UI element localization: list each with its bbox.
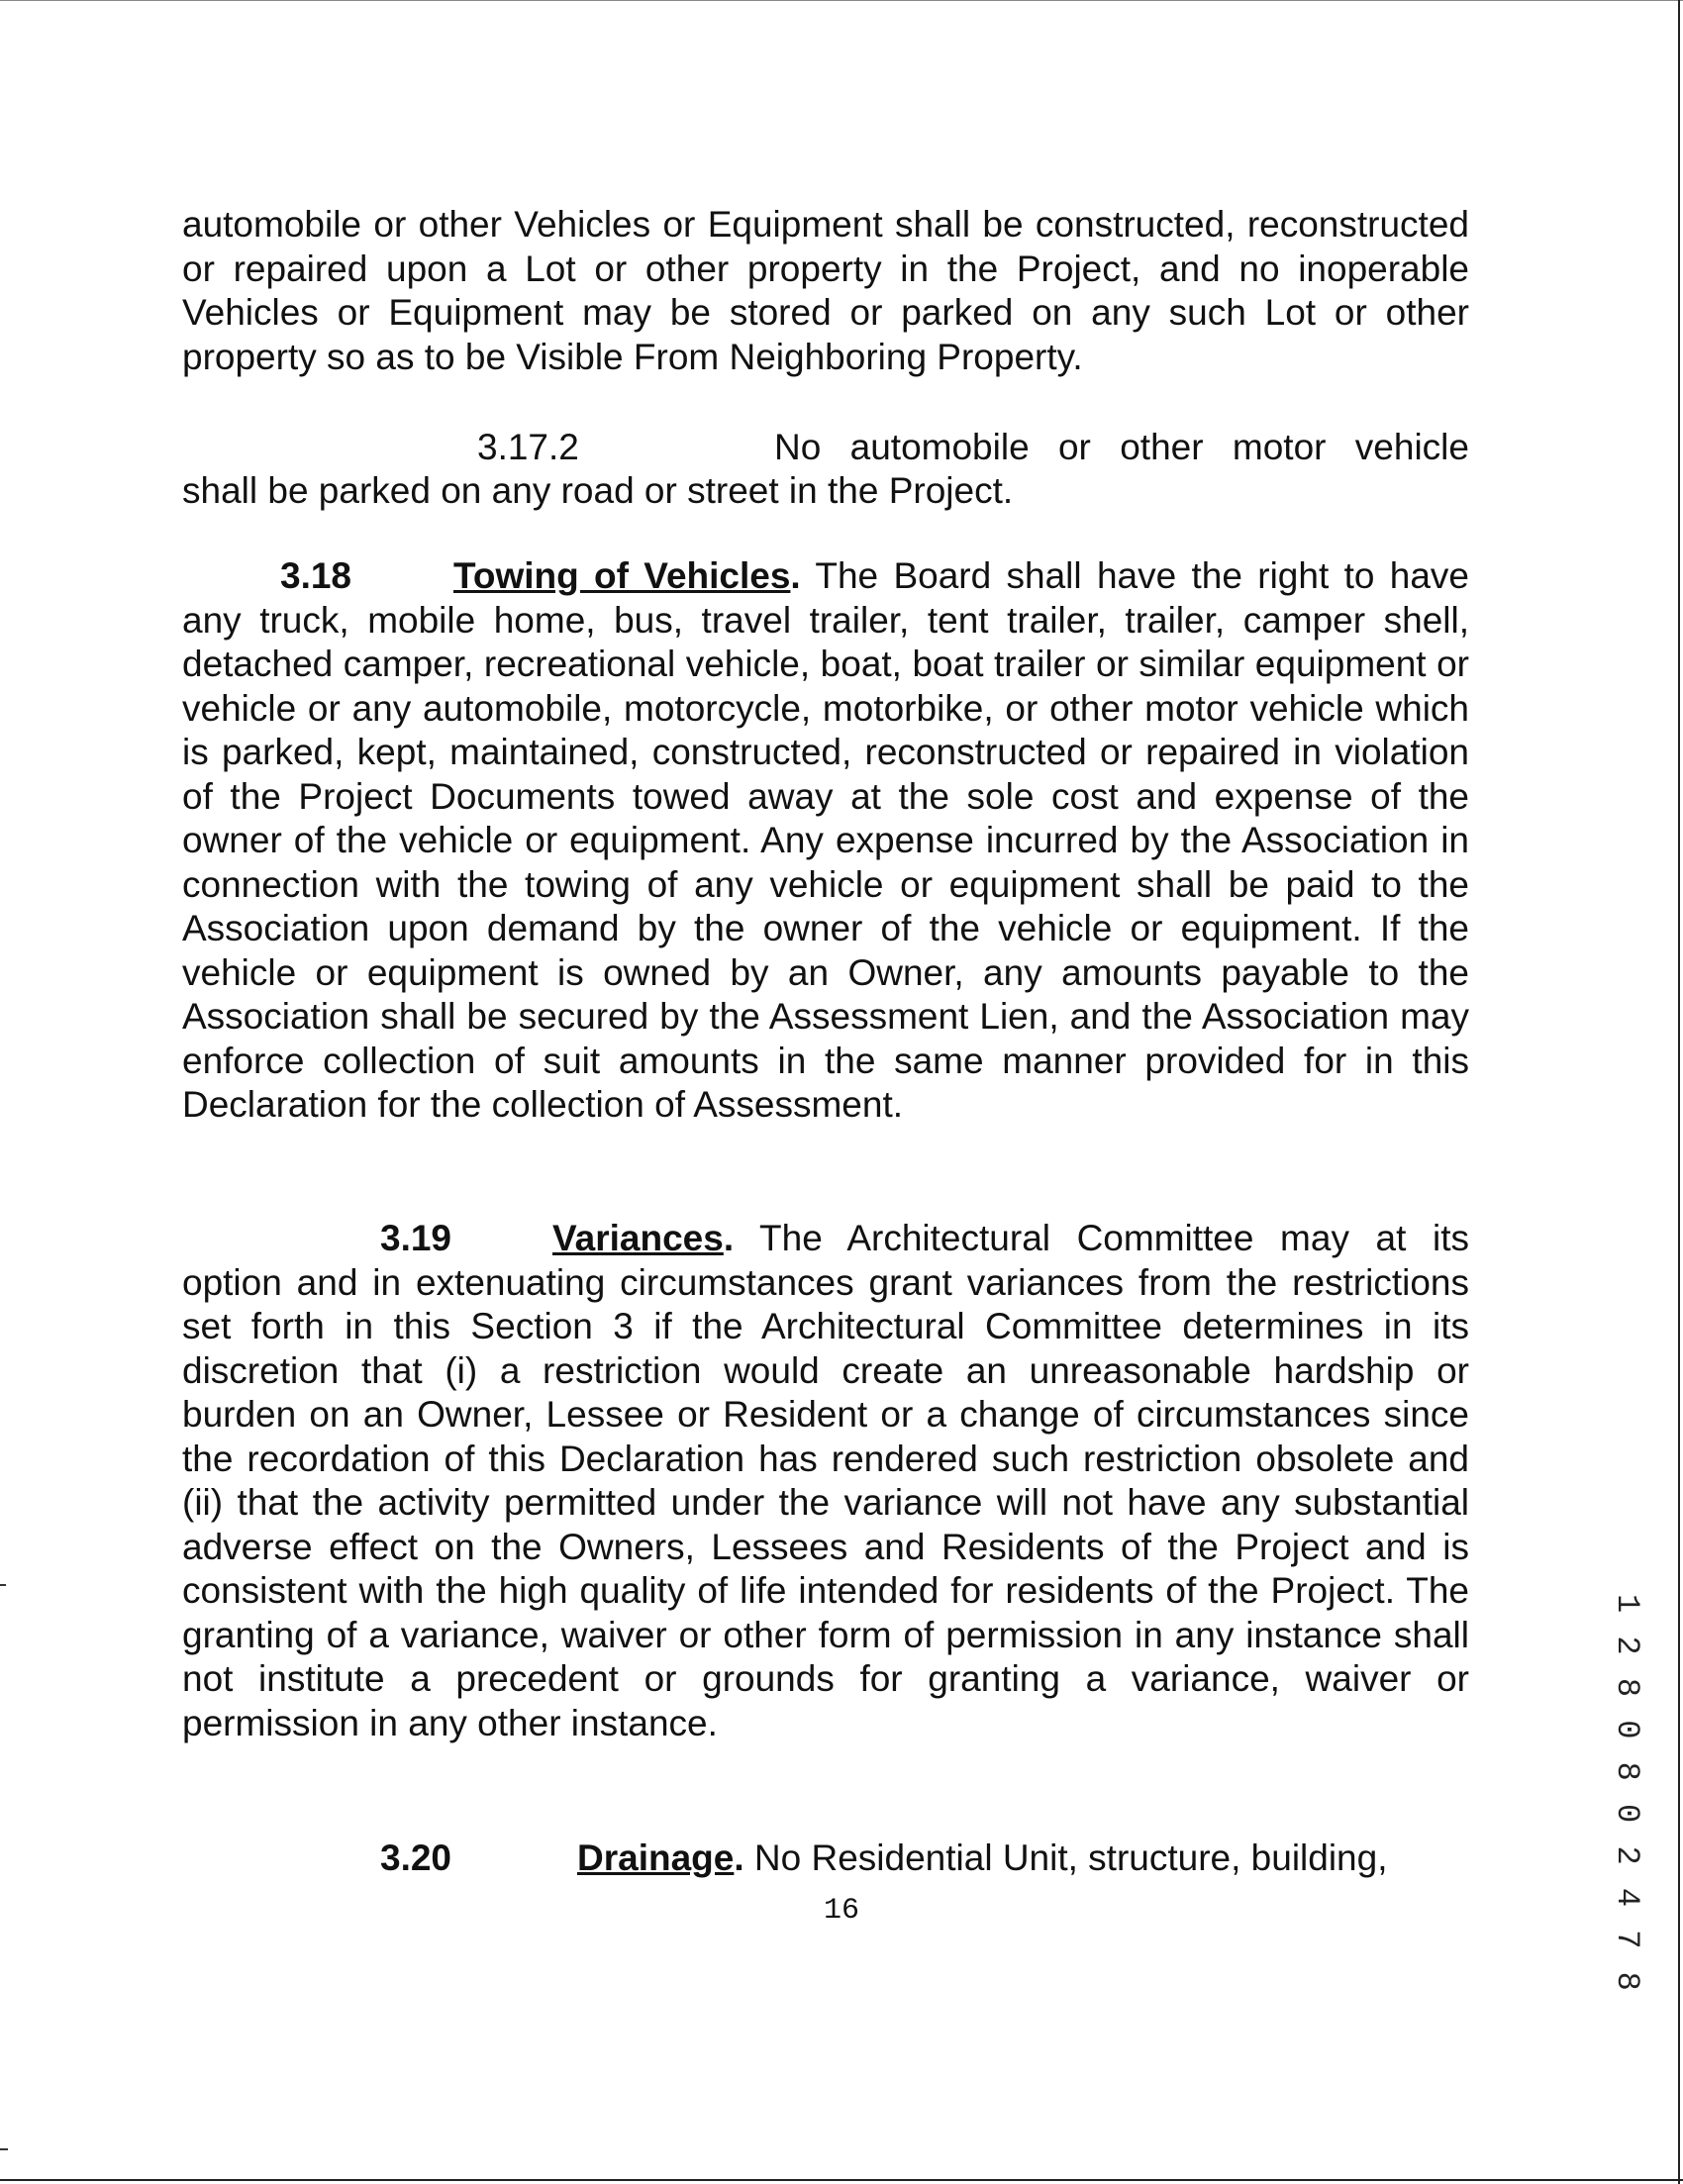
page-number: 16 — [823, 1894, 859, 1928]
section-320-number: 3.20 — [380, 1837, 452, 1878]
section-320-body: Drainage. No Residential Unit, structure, building, — [577, 1837, 1388, 1878]
section-318-text: The Board shall have the right to have any truck, mobile home, bus, travel trailer, tent trailer, trailer, camper shell, detached camper, recreational vehicle, boat, boat trailer or similar equipment or vehicle or any automobile, motorcycle, motorbike, or other motor vehicle which is parked, kept, maintained, constructed, reconstructed or repaired in violation of the Project Documents towed away at the sole cost and expense of the owner of the vehicle or equipment. Any expense incurred by the Association in connection with the towing of any vehicle or equipment shall be paid to the Association upon demand by the owner of the vehicle or equipment. If the vehicle or equipment is owned by an Owner, any amounts payable to the Association shall be secured by the Assessment Lien, and the Association may enforce collection of suit amounts in the same manner provided for in this Declaration for the collection of Assessment. — [182, 555, 1469, 1125]
recording-stamp-text: 1 2 8 0 8 0 2 4 7 8 — [1609, 1594, 1645, 1993]
subsection-3172-line2: shall be parked on any road or street in the Project. — [182, 470, 1014, 511]
section-320 — [380, 1837, 451, 1881]
section-318: 3.18 Towing of Vehicles. The Board shall have the right to have any truck, mobile home, bus, travel trailer, tent trailer, trailer, camper shell, detached camper, recreational vehicle, boat, boat trailer or similar equipment or vehicle or any automobile, motorcycle, motorbike, or other motor vehicle which is parked, kept, maintained, constructed, reconstructed or repaired in violation of the Project Documents towed away at the sole cost and expense of the owner of the vehicle or equipment. Any expense incurred by the Association in connection with the towing of any vehicle or equipment shall be paid to the Association upon demand by the owner of the vehicle or equipment. If the vehicle or equipment is owned by an Owner, any amounts payable to the Association shall be secured by the Assessment Lien, and the Association may enforce collection of suit amounts in the same manner provided for in this Declaration for the collection of Assessment. — [182, 555, 1469, 1125]
scan-edge-mark — [0, 1584, 6, 1586]
section-319-number: 3.19 — [380, 1218, 452, 1258]
subsection-3172-line1: No automobile or other motor vehicle — [774, 427, 1469, 467]
section-319-title: Variances — [552, 1218, 724, 1258]
recording-stamp — [1604, 1594, 1653, 1993]
intro-paragraph: automobile or other Vehicles or Equipment shall be constructed, reconstructed or repaired upon a Lot or other property in the Project, and no inoperable Vehicles or Equipment may be stored or parked on any such Lot or other property so as to be Visible From Neighboring Property. — [182, 204, 1469, 377]
page-right-edge — [1678, 0, 1680, 2184]
section-320-text: No Residential Unit, structure, building, — [753, 1837, 1388, 1878]
section-318-number: 3.18 — [280, 555, 352, 596]
section-320-title: Drainage — [577, 1837, 735, 1878]
section-318-title: Towing of Vehicles — [453, 555, 791, 596]
section-319: 3.19 Variances. The Architectural Committee may at its option and in extenuating circumstances grant variances from the restrictions set forth in this Section 3 if the Architectural Committee determines in its discretion that (i) a restriction would create an unreasonable hardship or burden on an Owner, Lessee or Resident or a change of circumstances since the recordation of this Declaration has rendered such restriction obsolete and (ii) that the activity permitted under the variance will not have any substantial adverse effect on the Owners, Lessees and Residents of the Project and is consistent with the high quality of life intended for residents of the Project. The granting of a variance, waiver or other form of permission in any instance shall not institute a precedent or grounds for granting a variance, waiver or permission in any other instance. — [182, 1218, 1469, 1743]
page-bottom-edge — [0, 2179, 1683, 2181]
scan-edge-mark — [0, 2148, 8, 2150]
section-319-text: The Architectural Committee may at its option and in extenuating circumstances grant variances from the restrictions set forth in this Section 3 if the Architectural Committee determines in its discretion that (i) a restriction would create an unreasonable hardship or burden on an Owner, Lessee or Resident or a change of circumstances since the recordation of this Declaration has rendered such restriction obsolete and (ii) that the activity permitted under the variance will not have any substantial adverse effect on the Owners, Lessees and Residents of the Project and is consistent with the high quality of life intended for residents of the Project. The granting of a variance, waiver or other form of permission in any instance shall not institute a precedent or grounds for granting a variance, waiver or permission in any other instance. — [182, 1218, 1469, 1743]
subsection-number-3172: 3.17.2 — [477, 427, 579, 467]
page-top-edge — [0, 0, 1683, 1]
